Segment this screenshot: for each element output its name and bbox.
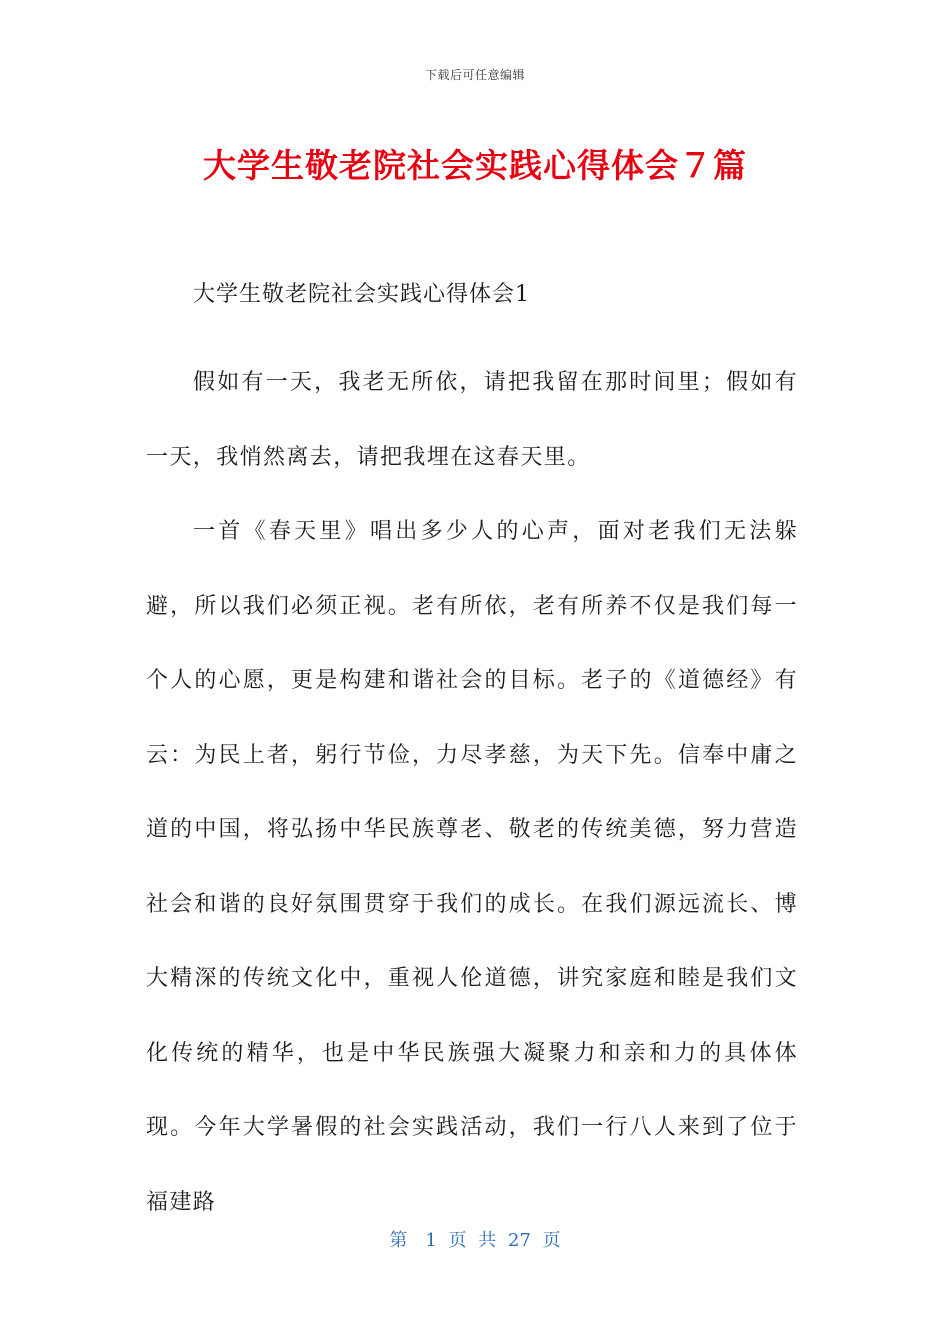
header-note: 下载后可任意编辑	[424, 68, 525, 82]
document-title: 大学生敬老院社会实践心得体会７篇	[203, 146, 747, 185]
section-heading: 大学生敬老院社会实践心得体会1	[193, 282, 530, 307]
page-number: 第 1 页 共 27 页	[389, 1230, 561, 1251]
document-body	[146, 272, 798, 1240]
paragraph-1: 假如有一天，我老无所依，请把我留在那时间里；假如有一天，我悄然离去，请把我埋在这春天里。	[146, 370, 798, 470]
paragraph-2: 一首《春天里》唱出多少人的心声，面对老我们无法躲避，所以我们必须正视。老有所依，老有所养不仅是我们每一个人的心愿，更是构建和谐社会的目标。老子的《道德经》有云：为民上者，躬行节俭，力尽孝慈，为天下先。信奉中庸之道的中国，将弘扬中华民族尊老、敬老的传统美德，努力营造社会和谐的良好氛围贯穿于我们的成长。在我们源远流长、博大精深的传统文化中，重视人伦道德，讲究家庭和睦是我们文化传统的精华，也是中华民族强大凝聚力和亲和力的具体体现。今年大学暑假的社会实践活动，我们一行八人来到了位于福建路	[146, 519, 798, 1215]
